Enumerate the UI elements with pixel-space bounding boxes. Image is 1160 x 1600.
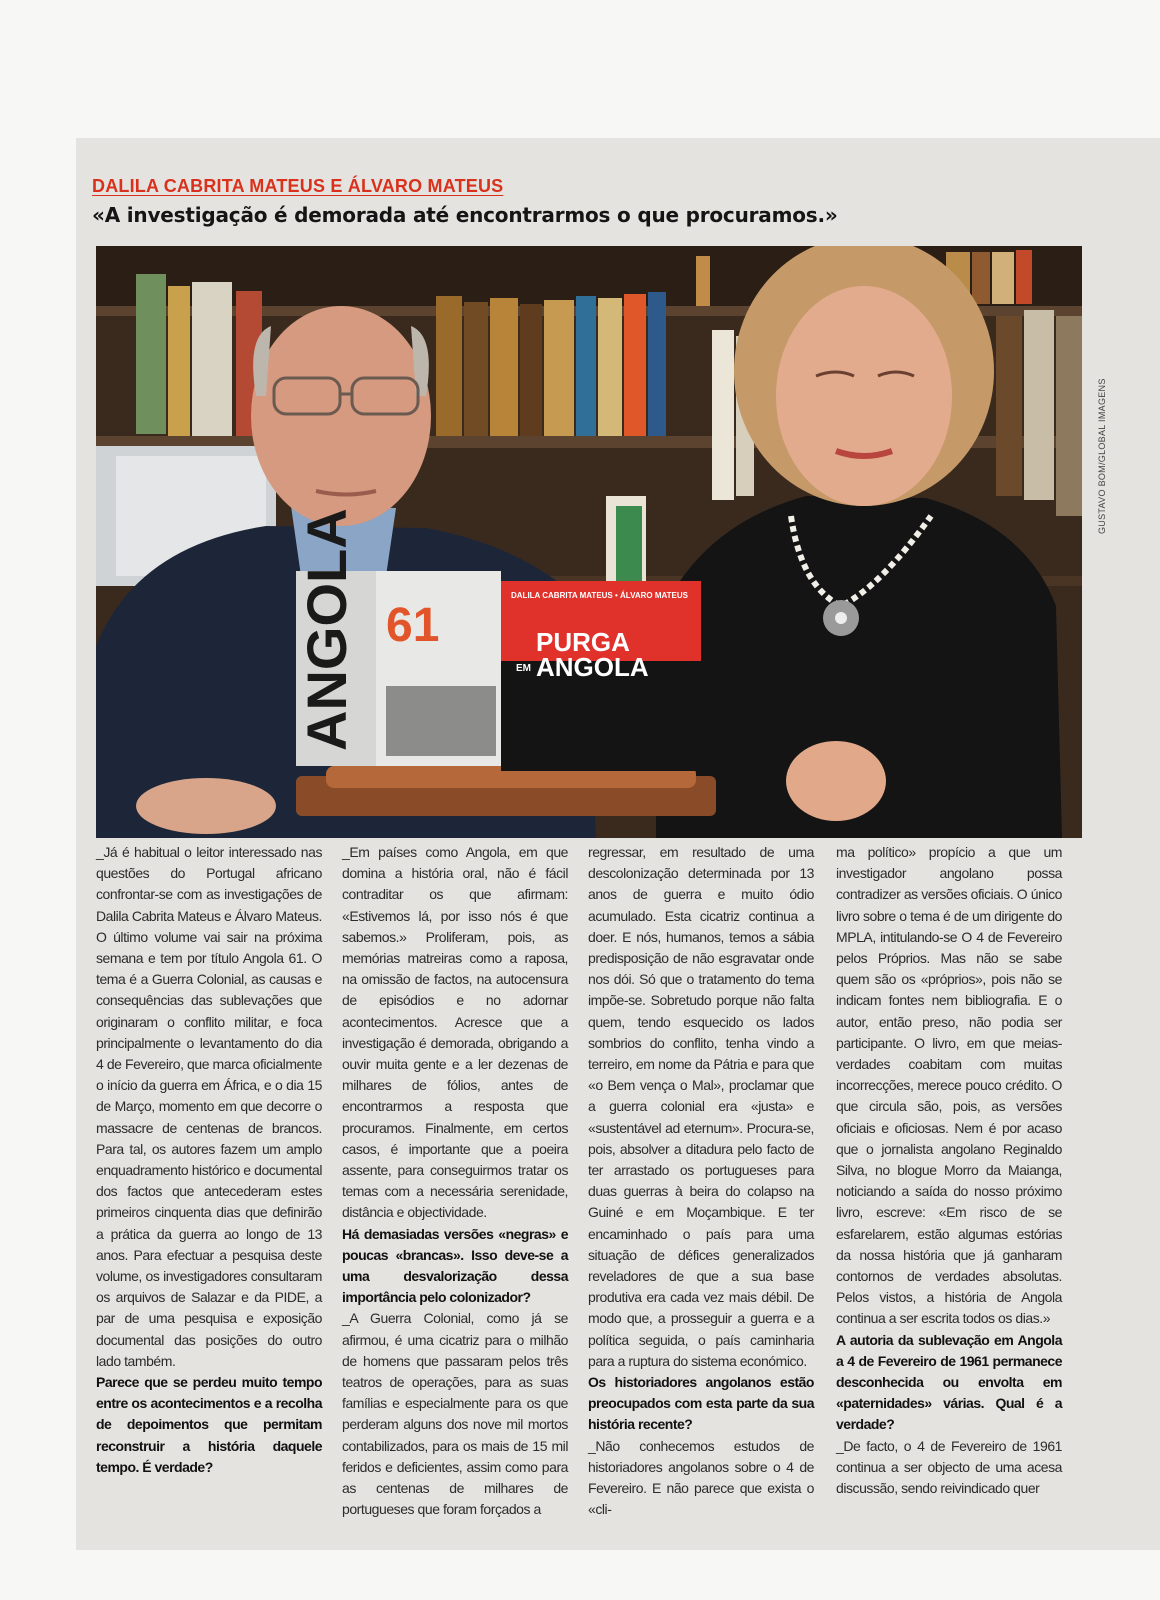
book-purga-authors: DALILA CABRITA MATEUS • ÁLVARO MATEUS	[511, 591, 689, 600]
answer-paragraph: _ De facto, o 4 de Fevereiro de 1961 continua a ser objecto de uma acesa discussão, sendo reivindicado quer	[836, 1436, 1062, 1500]
book-purga-title-top: PURGA	[536, 627, 630, 657]
article-headline: «A investigação é demorada até encontrarmos o que procuramos.»	[92, 203, 838, 227]
continued-paragraph: ma político» propício a que um investigador angolano possa contradizer as versões oficiais. O único livro sobre o tema é de um dirigente do MPLA, intitulando-se O 4 de Fevereiro pelos Próprios. Mas não se sabe quem são os «próprios», pois não se indicam fontes nem bibliografia. E o autor, então preso, não podia ser participante. O livro, em que meias-verdades coabitam com muitas incorrecções, merece pouco crédito. O que circula são, pois, as versões oficiais e oficiosas. Nem é por acaso que o jornalista angolano Reginaldo Silva, no blogue Morro da Maianga, noticiando a saída do nosso próximo livro, escreve: «Em risco de se esfarelarem, estão algumas estórias da nossa história que já ganharam contornos de verdades absolutas. Pelos vistos, a história de Angola continua a ser escrita todos os dias.»	[836, 844, 1062, 1327]
question-paragraph: A autoria da sublevação em Angola a 4 de Fevereiro de 1961 permanece desconhecida ou envolta em «paternidades» várias. Qual é a verdade?	[836, 1331, 1062, 1433]
question-paragraph: Há demasiadas versões «negras» e poucas «brancas». Isso deve-se a uma desvalorização dessa importância pelo colonizador?	[342, 1225, 568, 1306]
interview-photo	[96, 246, 1082, 838]
book-angola-title: ANGOLA	[295, 508, 358, 751]
answer-paragraph: _ Em países como Angola, em que domina a história oral, não é fácil contraditar os que afirmam: «Estivemos lá, por isso nós é que sabemos.» Proliferam, pois, as memórias matreiras como a raposa, na omissão de factos, na autocensura de episódios e no adornar acontecimentos. Acresce que a investigação é demorada, obrigando a ouvir muita gente e a ler dezenas de milhares de fólios, antes de encontrarmos a resposta que procuramos. Finalmente, em certos casos, é importante que a poeira assente, para conseguirmos tratar os temas com a necessária serenidade, distância e objectividade.	[342, 842, 568, 1224]
question-paragraph: Os historiadores angolanos estão preocupados com esta parte da sua história recente?	[588, 1374, 814, 1433]
article-column-4	[836, 842, 1062, 1499]
magazine-page	[76, 138, 1160, 1550]
book-angola-number: 61	[386, 599, 440, 652]
answer-paragraph: _ Já é habitual o leitor interessado nas questões do Portugal africano confrontar-se com as investigações de Dalila Cabrita Mateus e Álvaro Mateus. O último volume vai sair na próxima semana e tem por título Angola 61. O tema é a Guerra Colonial, as causas e consequências das sublevações que originaram o conflito militar, e foca principalmente o levantamento do dia 4 de Fevereiro, que marca oficialmente o início da guerra em África, e o dia 15 de Março, momento em que decorre o massacre de centenas de brancos. Para tal, os autores fazem um amplo enquadramento histórico e documental dos factos que antecederam estes primeiros cinquenta dias que definirão a prática da guerra ao longo de 13 anos. Para efectuar a pesquisa deste volume, os investigadores consultaram os arquivos de Salazar e da PIDE, a par de uma pesquisa e exposição documental das posições do outro lado também.	[96, 842, 322, 1372]
article-column-3	[588, 842, 814, 1521]
continued-paragraph: regressar, em resultado de uma descolonização determinada por 13 anos de guerra e muito ódio acumulado. Esta cicatriz continua a doer. E nós, humanos, temos a sábia predisposição de não esgravatar onde nos dói. Só que o tratamento do tema impõe-se. Sobretudo porque não falta quem, tendo esquecido os lados sombrios do conflito, tenha vindo a terreiro, em nome da Pátria e para que «o Bem vença o Mal», proclamar que a guerra colonial era «justa» e «sustentável ad eternum». Procura-se, pois, absolver a ditadura pelo facto de ter arrastado os portugueses para duas guerras à beira do colapso na Guiné e em Moçambique. E ter encaminhado o país para uma situação de défices generalizados reveladores de que a sua base produtiva era cada vez mais débil. De modo que, a prosseguir a guerra e a política seguida, o país caminharia para a ruptura do sistema económico.	[588, 844, 814, 1369]
article-column-2	[342, 842, 568, 1521]
answer-paragraph: _ Não conhecemos estudos de historiadores angolanos sobre o 4 de Fevereiro. E não parece que exista o «cli-	[588, 1436, 814, 1521]
article-column-1	[96, 842, 322, 1478]
answer-paragraph: _ A Guerra Colonial, como já se afirmou, é uma cicatriz para o milhão de homens que passaram pelos três teatros de operações, para as suas famílias e especialmente para os que perderam alguns dos nove mil mortos contabilizados, para os mais de 15 mil feridos e deficientes, assim como para as centenas de milhares de portugueses que foram forçados a	[342, 1308, 568, 1520]
book-purga-em-angola	[501, 581, 701, 771]
question-paragraph: Parece que se perdeu muito tempo entre os acontecimentos e a recolha de depoimentos que permitam reconstruir a história daquele tempo. É verdade?	[96, 1374, 322, 1475]
photo-credit-text: GUSTAVO BOM/GLOBAL IMAGENS	[1097, 378, 1107, 534]
book-purga-title-bottom: ANGOLA	[536, 652, 649, 682]
photo-credit	[1086, 246, 1107, 536]
interviewee-names: DALILA CABRITA MATEUS E ÁLVARO MATEUS	[92, 176, 504, 196]
book-purga-title-em: EM	[516, 663, 531, 674]
article-body	[96, 842, 1082, 1532]
